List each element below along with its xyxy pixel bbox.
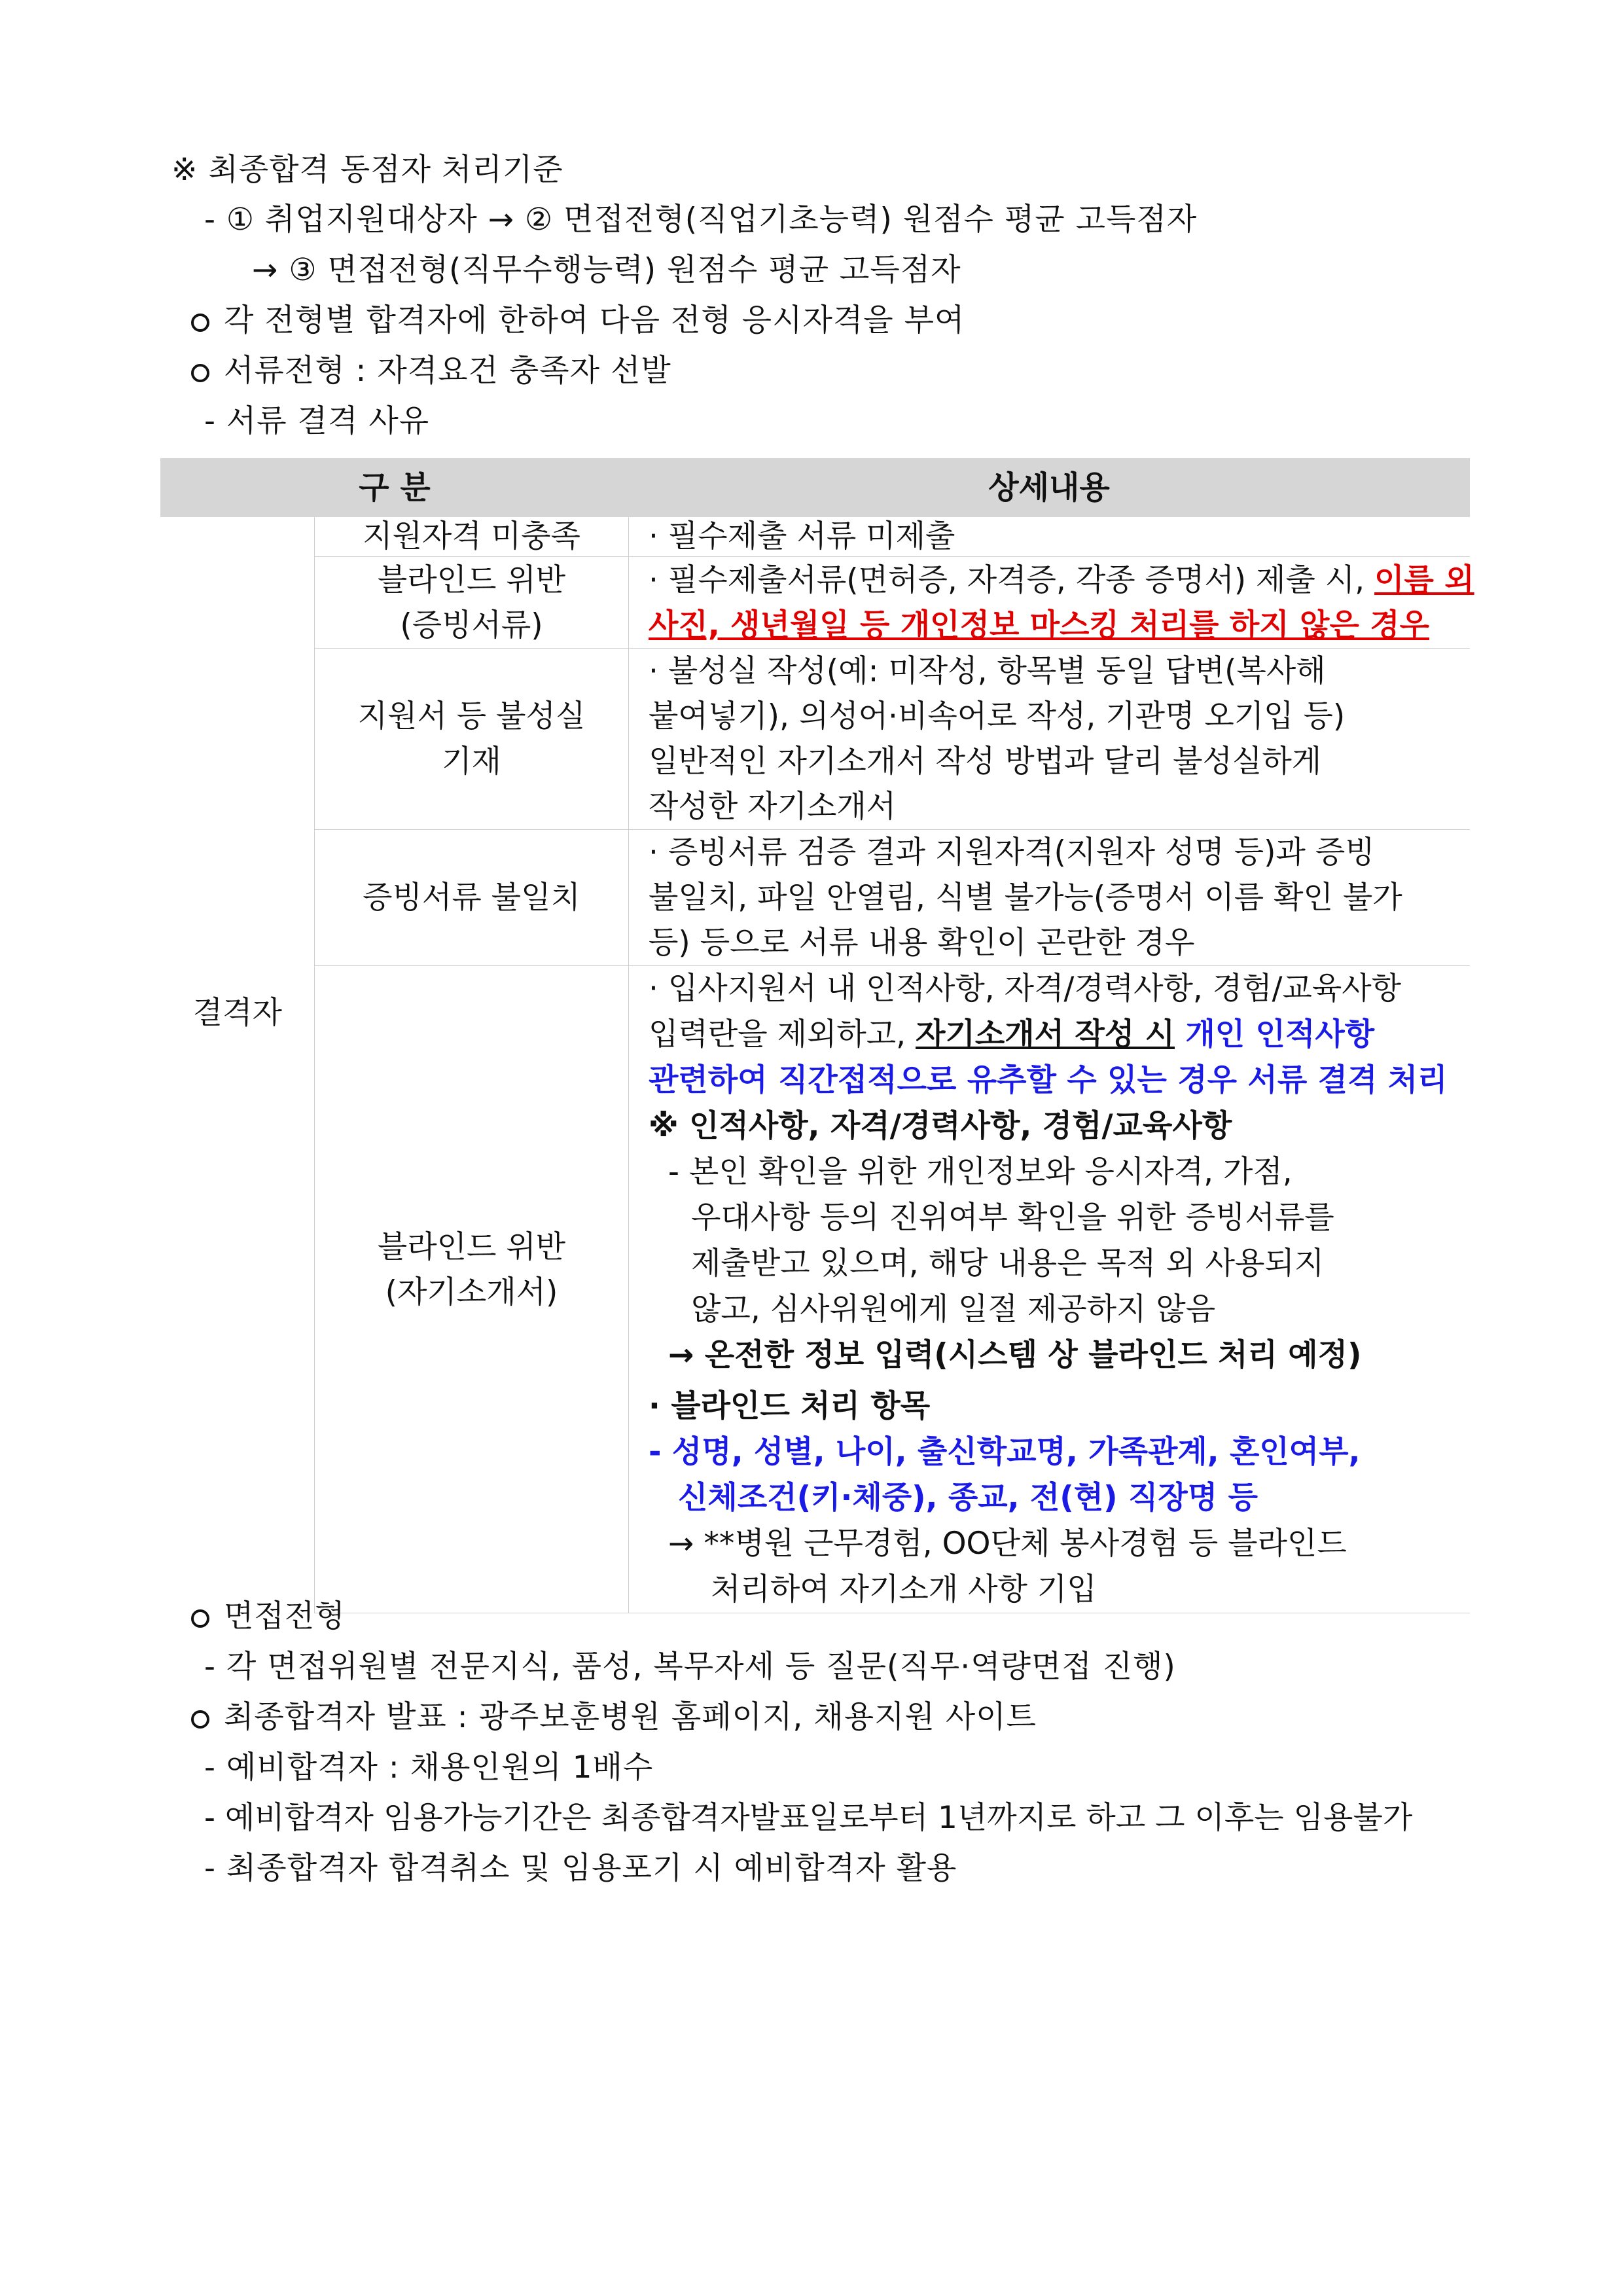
qualification-line [191,301,965,340]
table-row [161,830,1470,966]
label-line: (증빙서류) [400,607,543,643]
detail-line: 붙여넣기), 의성어·비속어로 작성, 기관명 오기입 등) [649,698,1346,734]
row-details [629,966,1470,1613]
detail-line: 제출받고 있으며, 해당 내용은 목적 외 사용되지 [691,1246,1325,1282]
header-category: 구 분 [161,459,629,517]
row-details [629,557,1474,649]
label-line: 기재 [442,744,501,780]
highlight-red: 사진, 생년월일 등 개인정보 마스킹 처리를 하지 않은 경우 [649,607,1430,643]
row-label [315,557,629,649]
final-announcement-text: 최종합격자 발표 : 광주보훈병원 홈페이지, 채용지원 사이트 [224,1699,1037,1735]
detail-text: 입력란을 제외하고, [649,1016,916,1052]
highlight-red: 이름 외 [1374,562,1474,598]
circle-bullet-icon [191,364,209,382]
document-screening-line [191,351,671,391]
table-row [161,966,1470,1613]
group-label: 결격자 [161,517,315,1613]
detail-line: 않고, 심사위원에게 일절 제공하지 않음 [691,1291,1216,1327]
detail-line: → 온전한 정보 입력(시스템 상 블라인드 처리 예정) [668,1337,1362,1373]
detail-line: · 불성실 작성(예: 미작성, 항목별 동일 답변(복사해 [649,653,1326,689]
detail-line: · 증빙서류 검증 결과 지원자격(지원자 성명 등)과 증빙 [649,834,1375,870]
final-announcement-line [191,1698,1037,1737]
detail-line: 불일치, 파일 안열림, 식별 불가능(증명서 이름 확인 불가 [649,880,1402,916]
detail-line: 작성한 자기소개서 [649,789,897,825]
row-label: 지원자격 미충족 [315,517,629,557]
header-details: 상세내용 [629,459,1470,517]
row-details [629,649,1470,830]
circle-bullet-icon [191,314,209,332]
document-fail-reasons: - 서류 결격 사유 [204,403,430,439]
table-header-row [161,459,1470,517]
detail-line: 일반적인 자기소개서 작성 방법과 달리 불성실하게 [649,744,1322,780]
tie-rule-line-1: - ① 취업지원대상자 → ② 면접전형(직업기초능력) 원점수 평균 고득점자 [204,202,1198,238]
detail-line: 등) 등으로 서류 내용 확인이 곤란한 경우 [649,925,1195,961]
highlight-blue: 개인 인적사항 [1175,1016,1375,1052]
label-line: 블라인드 위반 [377,1229,566,1265]
reserve-line-2: - 예비합격자 임용가능기간은 최종합격자발표일로부터 1년까지로 하고 그 이후는 임용불가 [204,1800,1413,1836]
detail-line: · 입사지원서 내 인적사항, 자격/경력사항, 경험/교육사항 [649,971,1402,1007]
highlight-blue: 관련하여 직간접적으로 유추할 수 있는 경우 서류 결격 처리 [649,1062,1448,1098]
underlined-text: 자기소개서 작성 시 [916,1016,1175,1052]
blind-items-heading: · 블라인드 처리 항목 [649,1388,931,1424]
reserve-line-1: - 예비합격자 : 채용인원의 1배수 [204,1749,654,1785]
row-details [629,830,1470,966]
document-screening-text: 서류전형 : 자격요건 충족자 선발 [224,353,671,389]
label-line: 지원서 등 불성실 [357,698,586,734]
highlight-blue: - 성명, 성별, 나이, 출신학교명, 가족관계, 혼인여부, [649,1434,1361,1470]
highlight-blue: 신체조건(키·체중), 종교, 전(현) 직장명 등 [678,1480,1258,1516]
note-heading: ※ 인적사항, 자격/경력사항, 경험/교육사항 [649,1108,1232,1144]
label-line: 블라인드 위반 [377,562,566,598]
detail-line: 처리하여 자기소개 사항 기입 [711,1571,1097,1607]
qualification-text: 각 전형별 합격자에 한하여 다음 전형 응시자격을 부여 [224,302,965,338]
label-line: (자기소개서) [385,1274,558,1310]
tie-rule-line-2: → ③ 면접전형(직무수행능력) 원점수 평균 고득점자 [252,252,961,288]
table-row [161,649,1470,830]
detail-line: 우대사항 등의 진위여부 확인을 위한 증빙서류를 [691,1200,1334,1236]
row-label [315,649,629,830]
interview-line [191,1597,346,1636]
row-details [629,517,1470,557]
detail-line [649,1012,1470,1058]
detail-line: · 필수제출 서류 미제출 [649,518,955,554]
circle-bullet-icon [191,1710,209,1729]
interview-sub-line: - 각 면접위원별 전문지식, 품성, 복무자세 등 질문(직무·역량면접 진행) [204,1649,1176,1685]
row-label: 증빙서류 불일치 [315,830,629,966]
circle-bullet-icon [191,1609,209,1628]
row-label [315,966,629,1613]
table-row [161,517,1470,557]
tie-rule-title: ※ 최종합격 동점자 처리기준 [171,152,563,188]
reserve-line-3: - 최종합격자 합격취소 및 임용포기 시 예비합격자 활용 [204,1850,957,1886]
table-row [161,557,1470,649]
detail-line: → **병원 근무경험, OO단체 봉사경험 등 블라인드 [668,1526,1347,1562]
interview-text: 면접전형 [224,1598,346,1634]
disqualification-table [160,458,1474,1613]
detail-line [649,558,1474,603]
detail-line: - 본인 확인을 위한 개인정보와 응시자격, 가점, [668,1154,1293,1190]
detail-text: · 필수제출서류(면허증, 자격증, 각종 증명서) 제출 시, [649,562,1375,598]
